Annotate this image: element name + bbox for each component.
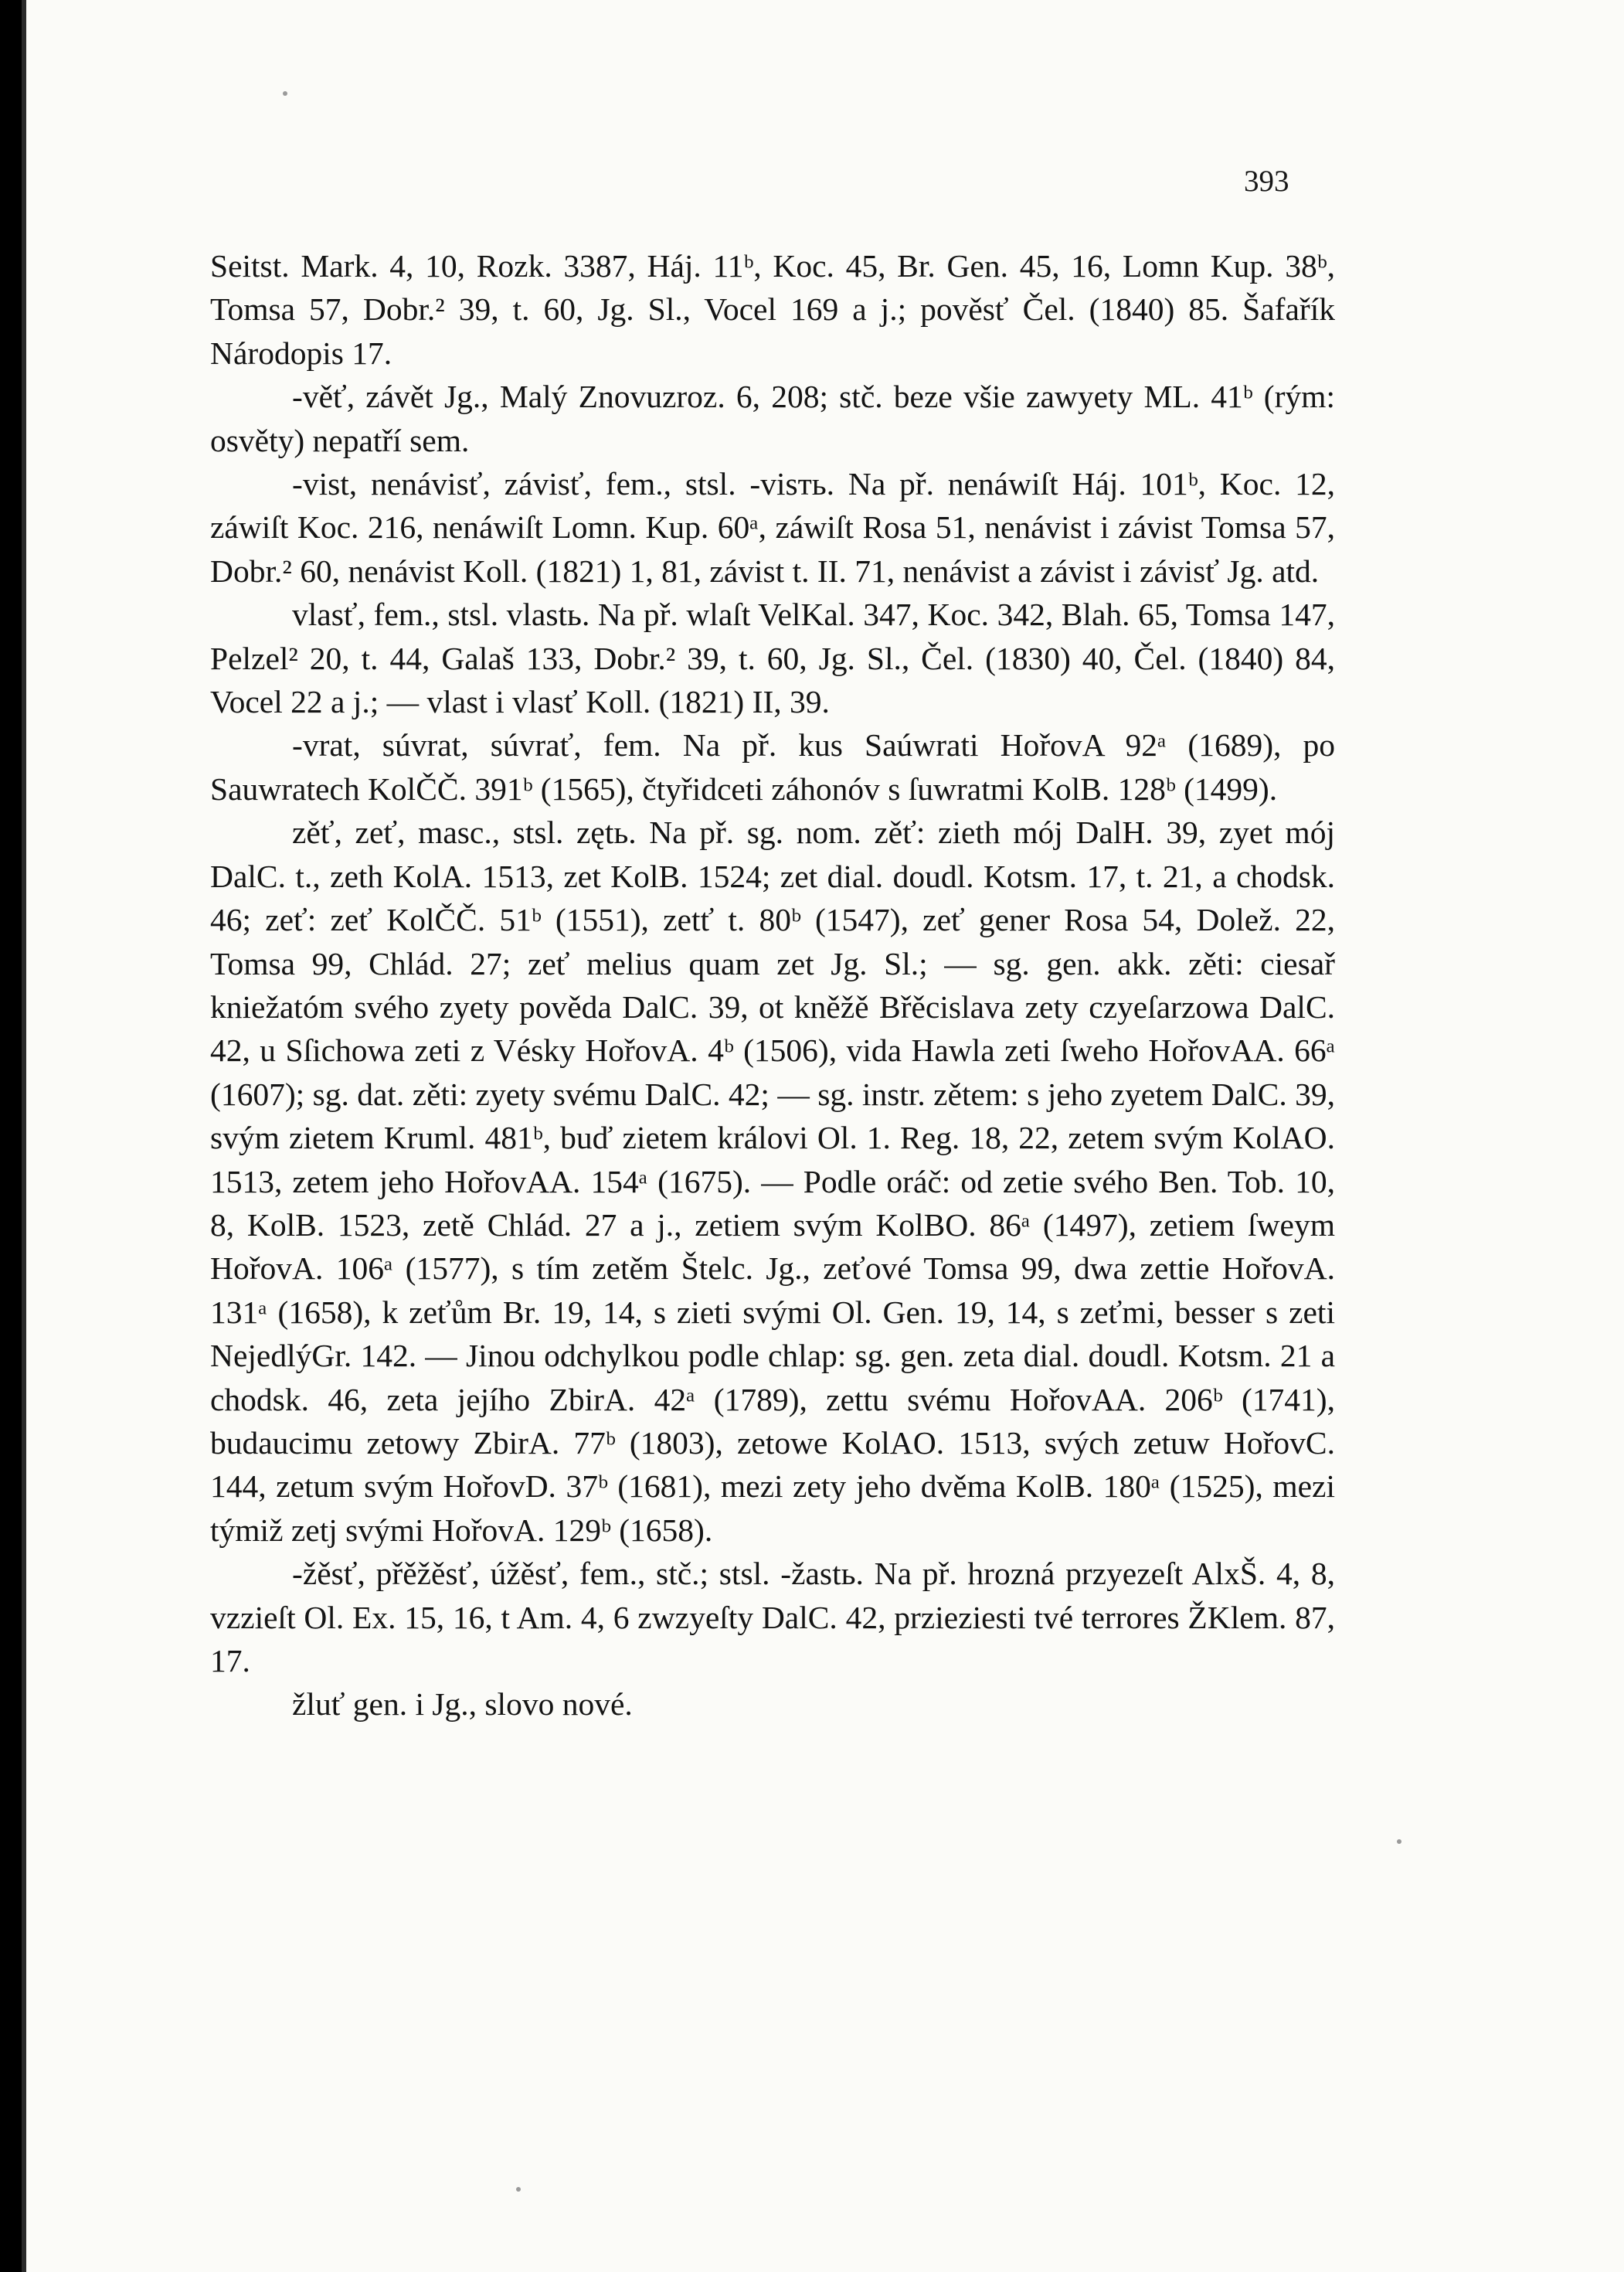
scan-speck xyxy=(283,91,287,96)
scan-speck xyxy=(1397,1839,1401,1844)
dictionary-text-body xyxy=(210,244,1335,1726)
entry-paragraph-zlut: žluť gen. i Jg., slovo nové. xyxy=(292,1686,633,1723)
entry-paragraph-zet: zěť, zeť, masc., stsl. zętь. Na př. sg. nom. zěť: zieth mój DalH. 39, zyet mój DalC. t., zeth KolA. 1513, zet KolB. 1524; zet dial. doudl. Kotsm. 17, t. 21, a chodsk. 46; zeť: zeť KolČČ. 51ᵇ (1551), zetť t. 80ᵇ (1547), zeť gener Rosa 54, Dolež. 22, Tomsa 99, Chlád. 27; zeť melius quam zet Jg. Sl.; — sg. gen. akk. zěti: ciesař kniežatóm svého zyety pověda DalC. 39, ot kněžě Břěcislava zety czyeſarzowa DalC. 42, u Sſichowa zeti z Vésky HořovA. 4ᵇ (1506), vida Hawla zeti ſweho HořovAA. 66ᵃ (1607); sg. dat. zěti: zyety svému DalC. 42; — sg. instr. zětem: s jeho zyetem DalC. 39, svým zietem Kruml. 481ᵇ, buď zietem královi Ol. 1. Reg. 18, 22, zetem svým KolAO. 1513, zetem jeho HořovAA. 154ᵃ (1675). — Podle oráč: od zetie svého Ben. Tob. 10, 8, KolB. 1523, zetě Chlád. 27 a j., zetiem svým KolBO. 86ᵃ (1497), zetiem ſweym HořovA. 106ᵃ (1577), s tím zetěm Štelc. Jg., zeťové Tomsa 99, dwa zettie HořovA. 131ᵃ (1658), k zeťům Br. 19, 14, s zieti svými Ol. Gen. 19, 14, s zeťmi, besser s zeti NejedlýGr. 142. — Jinou odchylkou podle chlap: sg. gen. zeta dial. doudl. Kotsm. 21 a chodsk. 46, zeta jejího ZbirA. 42ᵃ (1789), zettu svému HořovAA. 206ᵇ (1741), budaucimu zetowy ZbirA. 77ᵇ (1803), zetowe KolAO. 1513, svých zetuw HořovC. 144, zetum svým HořovD. 37ᵇ (1681), mezi zety jeho dvěma KolB. 180ᵃ (1525), mezi týmiž zetj svými HořovA. 129ᵇ (1658). xyxy=(210,815,1335,1548)
page-number: 393 xyxy=(1244,165,1289,198)
scan-speck xyxy=(516,2187,521,2192)
entry-paragraph-vrat: -vrat, súvrat, súvrať, fem. Na př. kus Saúwrati HořovA 92ᵃ (1689), po Sauwratech KolČČ. 391ᵇ (1565), čtyřidceti záhonóv s ſuwratmi KolB. 128ᵇ (1499). xyxy=(210,727,1335,807)
entry-paragraph-zest: -žěsť, přěžěsť, úžěsť, fem., stč.; stsl. -žastь. Na př. hrozná przyezeſt AlxŠ. 4, 8, vzzieſt Ol. Ex. 15, 16, t Am. 4, 6 zwzyeſty DalC. 42, przieziesti tvé terrores ŽKlem. 87, 17. xyxy=(210,1556,1335,1678)
page-spine-edge xyxy=(22,0,26,2272)
entry-paragraph-vet: -věť, závět Jg., Malý Znovuzroz. 6, 208; stč. beze všie zawyety ML. 41ᵇ (rým: osvěty) nepatří sem. xyxy=(210,379,1335,458)
entry-paragraph-1: Seitst. Mark. 4, 10, Rozk. 3387, Háj. 11ᵇ, Koc. 45, Br. Gen. 45, 16, Lomn Kup. 38ᵇ, Tomsa 57, Dobr.² 39, t. 60, Jg. Sl., Vocel 169 a j.; pověsť Čel. (1840) 85. Šafařík Národopis 17. xyxy=(210,248,1335,371)
book-page xyxy=(22,0,1624,2272)
entry-paragraph-vlast: vlasť, fem., stsl. vlastь. Na př. wlaſt VelKal. 347, Koc. 342, Blah. 65, Tomsa 147, Pelzel² 20, t. 44, Galaš 133, Dobr.² 39, t. 60, Jg. Sl., Čel. (1830) 40, Čel. (1840) 84, Vocel 22 a j.; — vlast i vlasť Koll. (1821) II, 39. xyxy=(210,597,1335,720)
entry-paragraph-vist: -vist, nenávisť, závisť, fem., stsl. -visть. Na př. nenáwiſt Háj. 101ᵇ, Koc. 12, záwiſt Koc. 216, nenáwiſt Lomn. Kup. 60ᵃ, záwiſt Rosa 51, nenávist i závist Tomsa 57, Dobr.² 60, nenávist Koll. (1821) 1, 81, závist t. II. 71, nenávist a závist i závisť Jg. atd. xyxy=(210,466,1335,589)
